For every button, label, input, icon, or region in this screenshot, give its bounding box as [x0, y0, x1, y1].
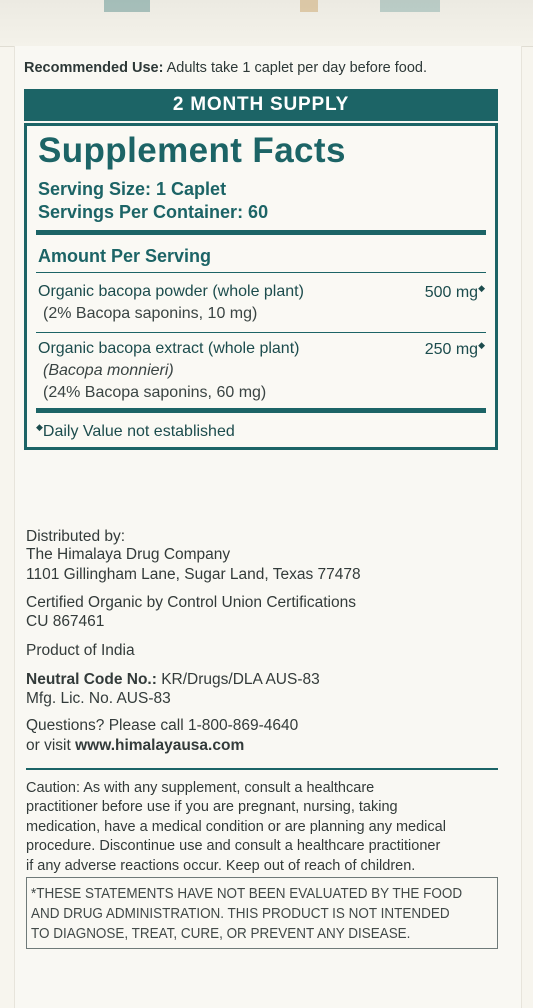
caution-text	[26, 779, 506, 876]
caution-line: medication, have a medical condition or are planning any medical	[26, 818, 446, 835]
recommended-use	[24, 60, 514, 76]
website-link: www.himalayausa.com	[75, 737, 245, 754]
serving-size: Serving Size: 1 Caplet	[38, 179, 227, 199]
neutral-code	[26, 671, 320, 689]
disclaimer-line: AND DRUG ADMINISTRATION. THIS PRODUCT IS NOT INTENDED	[31, 906, 450, 922]
caution-line: Caution: As with any supplement, consult a healthcare	[26, 780, 375, 796]
facts-thick-rule	[36, 230, 486, 235]
ingredient-latin-name: (Bacopa monnieri)	[43, 362, 174, 379]
company-name: The Himalaya Drug Company	[26, 546, 231, 563]
facts-thick-rule	[36, 408, 486, 413]
supplement-facts-title: Supplement Facts	[38, 131, 346, 170]
supplement-facts-panel	[24, 123, 498, 450]
mfg-license: Mfg. Lic. No. AUS-83	[26, 690, 171, 707]
ingredient-detail: (2% Bacopa saponins, 10 mg)	[43, 305, 258, 322]
contact-website	[26, 737, 244, 755]
package-graphic	[300, 0, 318, 12]
diamond-mark: ◆	[36, 422, 43, 432]
disclaimer-line: TO DIAGNOSE, TREAT, CURE, OR PREVENT ANY DISEASE.	[31, 926, 411, 942]
ingredient-name: Organic bacopa extract (whole plant)	[38, 340, 300, 357]
ingredient-amount	[425, 340, 485, 359]
neutral-code-value: KR/Drugs/DLA AUS-83	[156, 671, 320, 688]
daily-value-footnote	[36, 422, 235, 441]
ingredient-detail: (24% Bacopa saponins, 60 mg)	[43, 384, 267, 401]
amount-per-serving-header: Amount Per Serving	[38, 246, 212, 266]
ingredient-amount	[425, 283, 485, 302]
certification-line: Certified Organic by Control Union Certifications	[26, 594, 356, 611]
ingredient-amount-value: 500 mg	[424, 284, 479, 301]
diamond-mark: ◆	[478, 283, 485, 293]
servings-per-container: Servings Per Container: 60	[38, 202, 269, 222]
visit-prefix: or visit	[26, 737, 76, 754]
caution-line: practitioner before use if you are pregnant, nursing, taking	[26, 799, 398, 816]
package-graphic	[380, 0, 440, 12]
section-divider	[26, 768, 498, 770]
company-address: 1101 Gillingham Lane, Sugar Land, Texas 77478	[26, 566, 361, 583]
recommended-use-label: Recommended Use:	[24, 60, 164, 76]
supply-banner: 2 MONTH SUPPLY	[24, 89, 498, 121]
disclaimer-line: *THESE STATEMENTS HAVE NOT BEEN EVALUATED BY THE FOOD	[31, 886, 463, 902]
contact-phone: Questions? Please call 1-800-869-4640	[26, 717, 299, 734]
recommended-use-text: Adults take 1 caplet per day before food.	[163, 60, 427, 76]
facts-thin-rule	[36, 332, 486, 333]
package-top-strip	[0, 0, 533, 47]
facts-thin-rule	[36, 272, 486, 273]
certification-code: CU 867461	[26, 613, 105, 630]
neutral-code-label: Neutral Code No.:	[26, 671, 157, 688]
package-graphic	[104, 0, 150, 12]
distributed-by-label: Distributed by:	[26, 528, 126, 545]
fda-disclaimer-box	[26, 877, 498, 949]
ingredient-amount-value: 250 mg	[424, 341, 479, 358]
caution-line: if any adverse reactions occur. Keep out of reach of children.	[26, 857, 416, 874]
caution-line: procedure. Discontinue use and consult a healthcare practitioner	[26, 838, 441, 855]
diamond-mark: ◆	[478, 340, 485, 350]
product-origin: Product of India	[26, 642, 135, 659]
ingredient-name: Organic bacopa powder (whole plant)	[38, 283, 304, 300]
footnote-text: Daily Value not established	[42, 423, 235, 440]
